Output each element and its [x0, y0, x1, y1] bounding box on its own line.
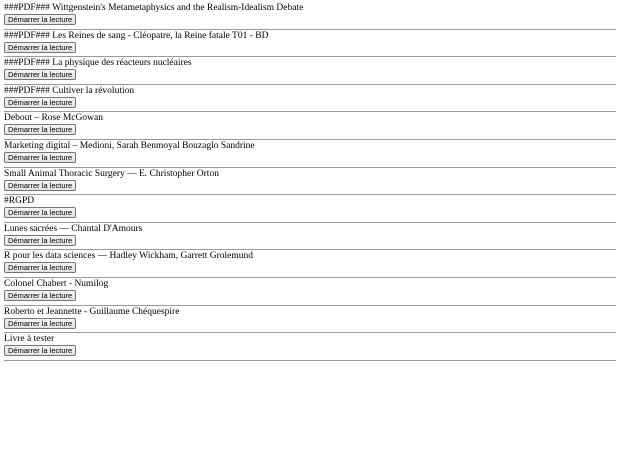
start-reading-button[interactable]: Démarrer la lecture	[4, 97, 76, 108]
start-reading-button[interactable]: Démarrer la lecture	[4, 124, 76, 135]
start-reading-button[interactable]: Démarrer la lecture	[4, 262, 76, 273]
list-item	[4, 168, 616, 196]
list-item	[4, 195, 616, 223]
list-item	[4, 333, 616, 361]
book-title: ###PDF### Les Reines de sang - Cléopatre, la Reine fatale T01 - BD	[4, 30, 269, 41]
book-title: Small Animal Thoracic Surgery — E. Christopher Orton	[4, 168, 219, 179]
book-title: ###PDF### Cultiver la révolution	[4, 85, 135, 96]
list-item	[4, 223, 616, 251]
start-reading-button[interactable]: Démarrer la lecture	[4, 69, 76, 80]
list-item	[4, 306, 616, 334]
list-item	[4, 2, 616, 30]
list-item	[4, 250, 616, 278]
start-reading-button[interactable]: Démarrer la lecture	[4, 207, 76, 218]
list-item	[4, 57, 616, 85]
book-title: Roberto et Jeannette - Guillaume Chéquespire	[4, 306, 180, 317]
book-title: ###PDF### La physique des réacteurs nucléaires	[4, 58, 192, 69]
start-reading-button[interactable]: Démarrer la lecture	[4, 290, 76, 301]
list-item	[4, 112, 616, 140]
list-item	[4, 85, 616, 113]
list-item	[4, 278, 616, 306]
list-item	[4, 140, 616, 168]
start-reading-button[interactable]: Démarrer la lecture	[4, 180, 76, 191]
list-item	[4, 30, 616, 58]
book-title: Debout – Rose McGowan	[4, 113, 103, 124]
book-title: Marketing digital – Medioni, Sarah Benmoyal Bouzaglo Sandrine	[4, 140, 255, 151]
start-reading-button[interactable]: Démarrer la lecture	[4, 235, 76, 246]
book-title: #RGPD	[4, 196, 35, 207]
book-title: Colonel Chabert - Numilog	[4, 278, 109, 289]
book-title: ###PDF### Wittgenstein's Metametaphysics and the Realism-Idealism Debate	[4, 3, 304, 13]
book-title: Livre à tester	[4, 334, 55, 345]
start-reading-button[interactable]: Démarrer la lecture	[4, 345, 76, 356]
start-reading-button[interactable]: Démarrer la lecture	[4, 318, 76, 329]
start-reading-button[interactable]: Démarrer la lecture	[4, 42, 76, 53]
start-reading-button[interactable]: Démarrer la lecture	[4, 152, 76, 163]
book-title: R pour les data sciences — Hadley Wickham, Garrett Grolemund	[4, 251, 254, 262]
book-title: Lunes sacrées — Chantal D'Amours	[4, 223, 143, 234]
start-reading-button[interactable]: Démarrer la lecture	[4, 14, 76, 25]
